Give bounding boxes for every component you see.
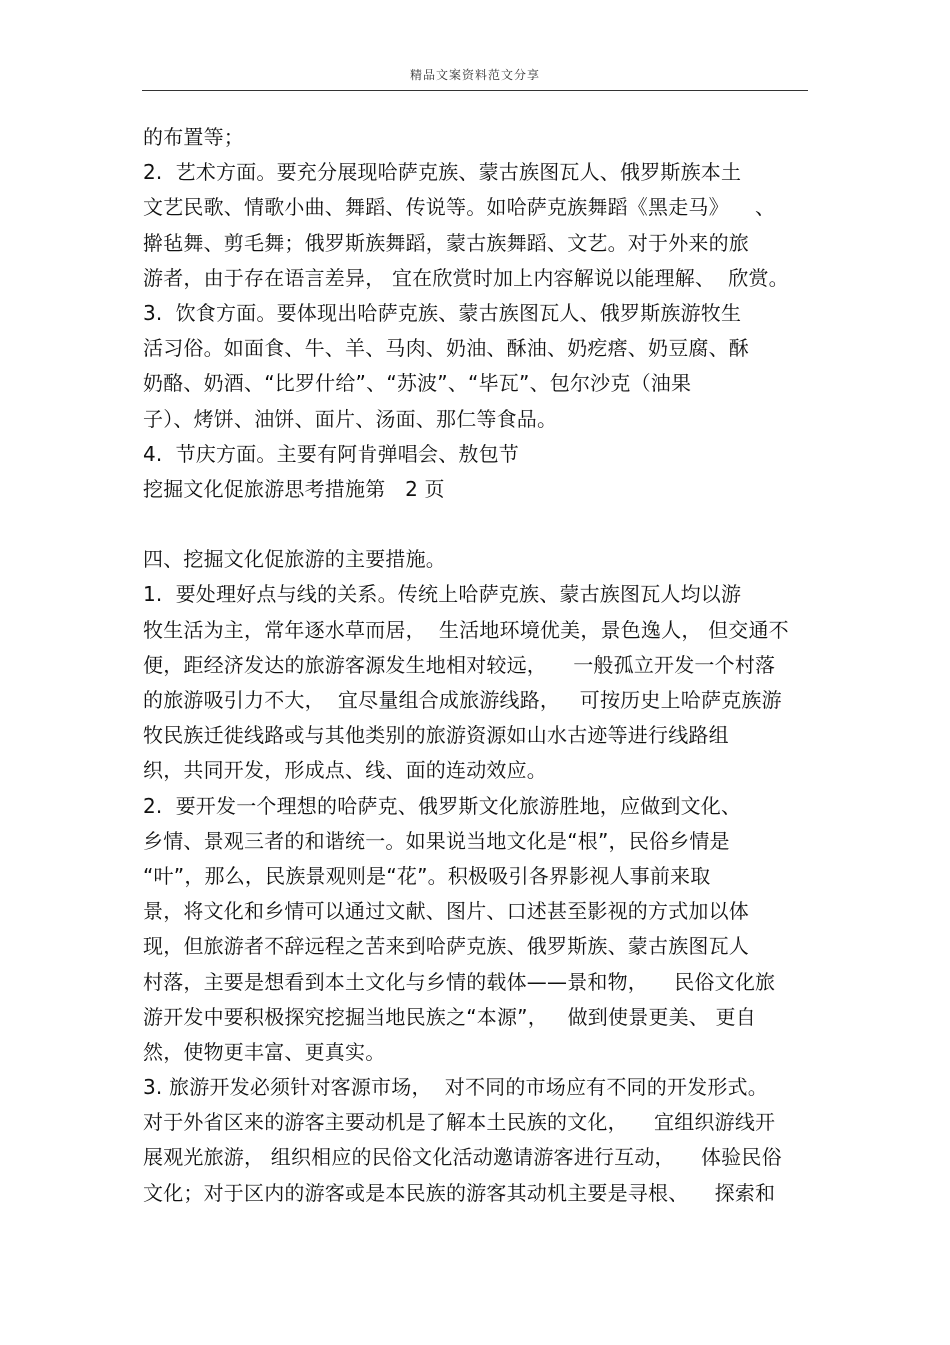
text-line: 游开发中要积极探究挖掘当地民族之“本源”， 做到使景更美、 更自: [143, 1004, 756, 1029]
header-rule: [142, 90, 808, 91]
text-line: 的旅游吸引力不大， 宜尽量组合成旅游线路， 可按历史上哈萨克族游: [143, 688, 782, 712]
text-line: 游者，由于存在语言差异， 宜在欣赏时加上内容解说以能理解、 欣赏。: [143, 265, 789, 290]
text-line: 2. 艺术方面。要充分展现哈萨克族、蒙古族图瓦人、俄罗斯族本土: [143, 160, 742, 185]
text-line: 文艺民歌、情歌小曲、舞蹈、传说等。如哈萨克族舞蹈《黑走马》 、: [143, 195, 776, 220]
text-line: 牧民族迁徙线路或与其他类别的旅游资源如山水古迹等进行线路组: [143, 723, 729, 748]
text-line: 2. 要开发一个理想的哈萨克、俄罗斯文化旅游胜地，应做到文化、: [143, 793, 742, 818]
text-line: 擀毡舞、剪毛舞；俄罗斯族舞蹈，蒙古族舞蹈、文艺。对于外来的旅: [143, 230, 749, 255]
text-line: 现，但旅游者不辞远程之苦来到哈萨克族、俄罗斯族、蒙古族图瓦人: [143, 934, 749, 959]
text-line: “叶”，那么，民族景观则是“花”。积极吸引各界影视人事前来取: [143, 863, 711, 888]
blank-line: [143, 507, 813, 542]
text-line: 景，将文化和乡情可以通过文献、图片、口述甚至影视的方式加以体: [143, 899, 749, 924]
text-line: 奶酪、奶酒、“比罗什给”、“苏波”、“毕瓦”、包尔沙克（油果: [143, 371, 692, 396]
section-heading: 四、挖掘文化促旅游的主要措施。: [143, 547, 446, 572]
text-line: 的布置等；: [143, 125, 244, 149]
text-line: 子）、烤饼、油饼、面片、汤面、那仁等食品。: [143, 406, 558, 431]
page-footer-label: 挖掘文化促旅游思考措施第 2 页: [143, 476, 445, 501]
text-line: 村落，主要是想看到本土文化与乡情的载体——景和物， 民俗文化旅: [143, 969, 776, 994]
text-line: 对于外省区来的游客主要动机是了解本土民族的文化， 宜组织游线开: [143, 1110, 776, 1135]
page-header: 精品文案资料范文分享: [409, 68, 540, 82]
text-line: 4. 节庆方面。主要有阿肯弹唱会、敖包节: [143, 441, 519, 466]
text-line: 然，使物更丰富、更真实。: [143, 1039, 386, 1064]
text-line: 乡情、景观三者的和谐统一。如果说当地文化是“根”，民俗乡情是: [143, 828, 730, 853]
text-line: 便，距经济发达的旅游客源发生地相对较远， 一般孤立开发一个村落: [143, 652, 776, 677]
text-line: 织，共同开发，形成点、线、面的连动效应。: [143, 758, 547, 783]
text-line: 文化；对于区内的游客或是本民族的游客其动机主要是寻根、 探索和: [143, 1180, 776, 1205]
text-line: 活习俗。如面食、牛、羊、马肉、奶油、酥油、奶疙瘩、奶豆腐、酥: [143, 336, 749, 361]
text-line: 展观光旅游， 组织相应的民俗文化活动邀请游客进行互动， 体验民俗: [143, 1145, 782, 1170]
text-line: 牧生活为主，常年逐水草而居， 生活地环境优美，景色逸人， 但交通不: [143, 617, 789, 642]
text-line: 3. 饮食方面。要体现出哈萨克族、蒙古族图瓦人、俄罗斯族游牧生: [143, 300, 742, 325]
text-line: 3. 旅游开发必须针对客源市场， 对不同的市场应有不同的开发形式。: [143, 1075, 768, 1100]
body-text: [143, 120, 813, 1211]
text-line: 1. 要处理好点与线的关系。传统上哈萨克族、蒙古族图瓦人均以游: [143, 582, 742, 607]
